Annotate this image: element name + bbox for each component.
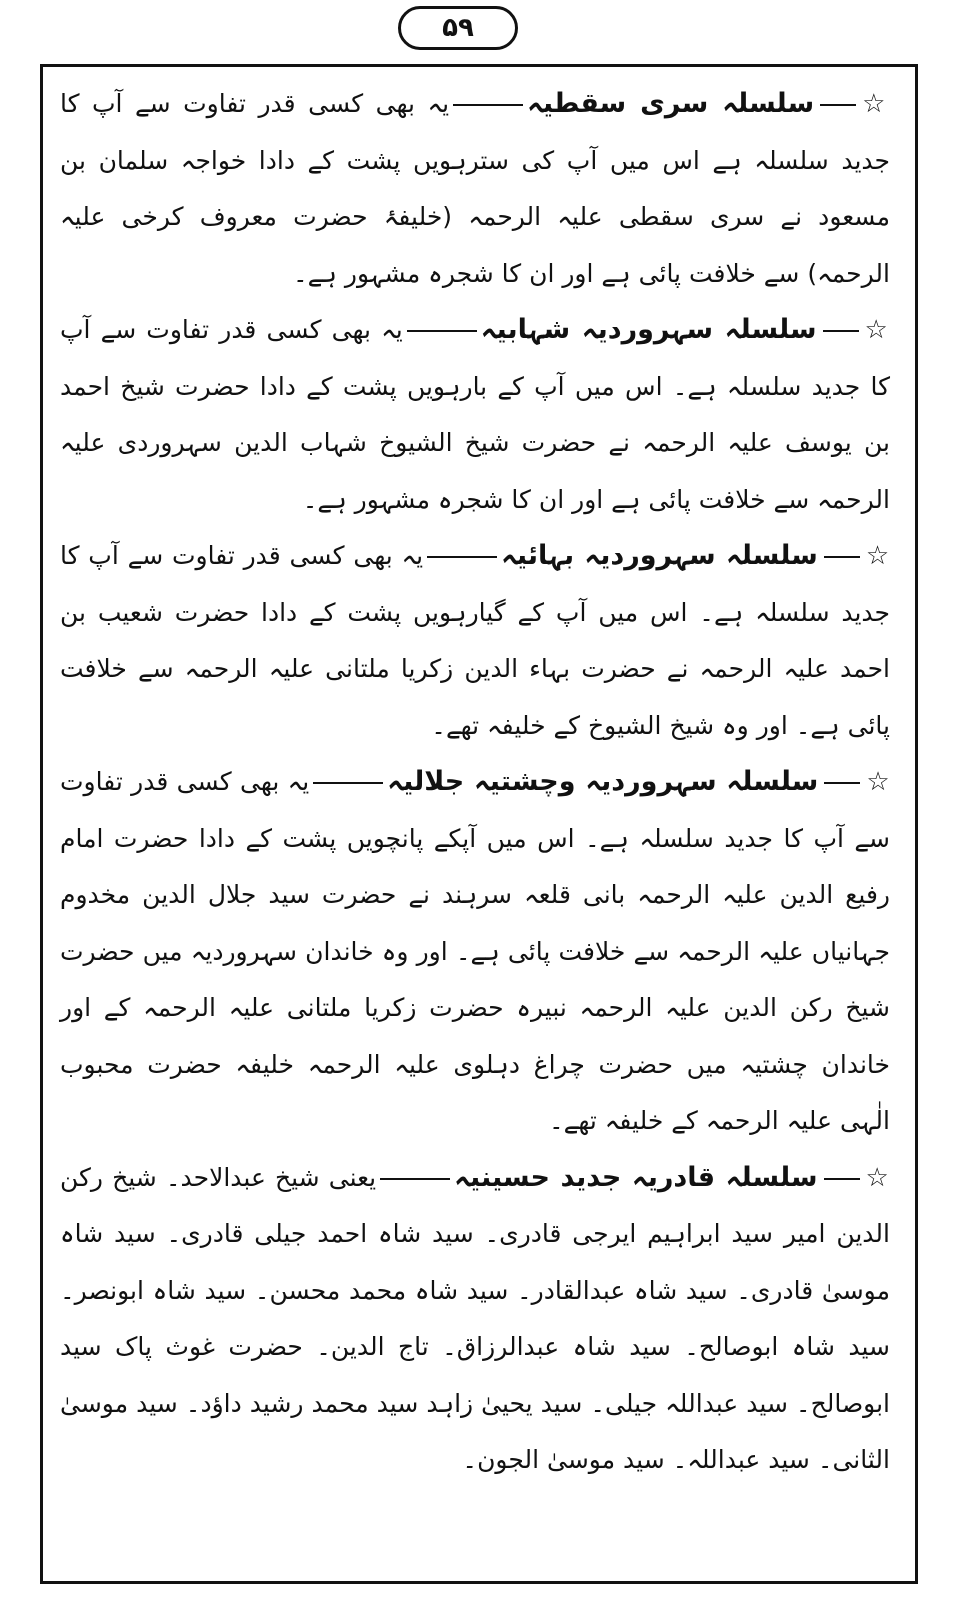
divider-line	[427, 556, 497, 558]
divider-line	[820, 104, 856, 106]
section-qadiriya-jadid-husainiya	[60, 1150, 890, 1489]
section-title: سلسلہ قادریہ جدید حسینیہ	[454, 1161, 818, 1193]
divider-line	[380, 1178, 450, 1180]
divider-line	[824, 782, 860, 784]
star-icon: ☆	[865, 541, 890, 571]
section-title: سلسلہ سہروردیہ بہائیہ	[501, 540, 818, 571]
divider-line	[824, 1178, 860, 1180]
section-body: یہ بھی کسی قدر تفاوت سے آپ کا جدید سلسلہ ہے اس میں آپ کی سترہویں پشت کے دادا خواجہ سلمان بن مسعود نے سری سقطی علیہ الرحمہ (خلیفۂ حضرت معروف کرخی علیہ الرحمہ) سے خلافت پائی ہے اور ان کا شجرہ مشہور ہے۔	[60, 89, 890, 288]
section-body: یہ بھی کسی قدر تفاوت سے آپ کا جدید سلسلہ ہے۔ اس میں آپ کے گیارہویں پشت کے دادا حضرت شعیب بن احمد علیہ الرحمہ نے حضرت بہاء الدین زکریا ملتانی علیہ الرحمہ سے خلافت پائی ہے۔ اور وہ شیخ الشیوخ کے خلیفہ تھے۔	[60, 541, 890, 740]
section-suhrawardiya-chishtiya-jalaliya	[60, 754, 890, 1150]
section-body: یہ بھی کسی قدر تفاوت سے آپ کا جدید سلسلہ ہے۔ اس میں آپ کے بارہویں پشت کے دادا حضرت شیخ احمد بن یوسف علیہ الرحمہ نے حضرت شیخ الشیوخ شہاب الدین سہروردی علیہ الرحمہ سے خلافت پائی ہے اور ان کا شجرہ مشہور ہے۔	[60, 315, 890, 514]
divider-line	[824, 556, 860, 558]
section-suri-saqatiya	[60, 76, 890, 302]
star-icon: ☆	[862, 89, 890, 119]
section-title: سلسلہ سہروردیہ وچشتیہ جلالیہ	[387, 766, 819, 797]
section-body: یعنی شیخ عبدالاحد۔ شیخ رکن الدین امیر سید ابراہیم ایرجی قادری۔ سید شاہ احمد جیلی قادری۔ سید شاہ موسیٰ قادری۔ سید شاہ عبدالقادر۔ سید شاہ محمد محسن۔ سید شاہ ابونصر۔ سید شاہ ابوصالح۔ سید شاہ عبدالرزاق۔ تاج الدین۔ حضرت غوث پاک سید ابوصالح۔ سید عبداللہ جیلی۔ سید یحییٰ زاہد سید محمد رشید داؤد۔ سید موسیٰ الثانی۔ سید عبداللہ۔ سید موسیٰ الجون۔	[60, 1162, 890, 1474]
page-number: ۵۹	[398, 6, 518, 50]
section-body: یہ بھی کسی قدر تفاوت سے آپ کا جدید سلسلہ ہے۔ اس میں آپکے پانچویں پشت کے دادا حضرت امام رفیع الدین علیہ الرحمہ بانی قلعہ سرہند نے حضرت سید جلال الدین مخدوم جہانیاں علیہ الرحمہ سے خلافت پائی ہے۔ اور وہ خاندان سہروردیہ میں حضرت شیخ رکن الدین علیہ الرحمہ نبیرہ حضرت زکریا ملتانی علیہ الرحمہ کے اور خاندان چشتیہ میں حضرت چراغ دہلوی علیہ الرحمہ خلیفہ حضرت محبوب الٰہی علیہ الرحمہ کے خلیفہ تھے۔	[60, 767, 890, 1135]
star-icon: ☆	[865, 1162, 891, 1193]
section-title: سلسلہ سہروردیہ شہابیہ	[480, 314, 817, 345]
section-suhrawardiya-bahaiya	[60, 528, 890, 754]
divider-line	[823, 330, 859, 332]
section-suhrawardiya-shahabiya	[60, 302, 890, 528]
divider-line	[407, 330, 477, 332]
section-title: سلسلہ سری سقطیہ	[527, 88, 815, 119]
star-icon: ☆	[866, 767, 890, 797]
star-icon: ☆	[864, 315, 891, 345]
divider-line	[453, 104, 523, 106]
page-content	[60, 76, 890, 1489]
divider-line	[313, 782, 383, 784]
